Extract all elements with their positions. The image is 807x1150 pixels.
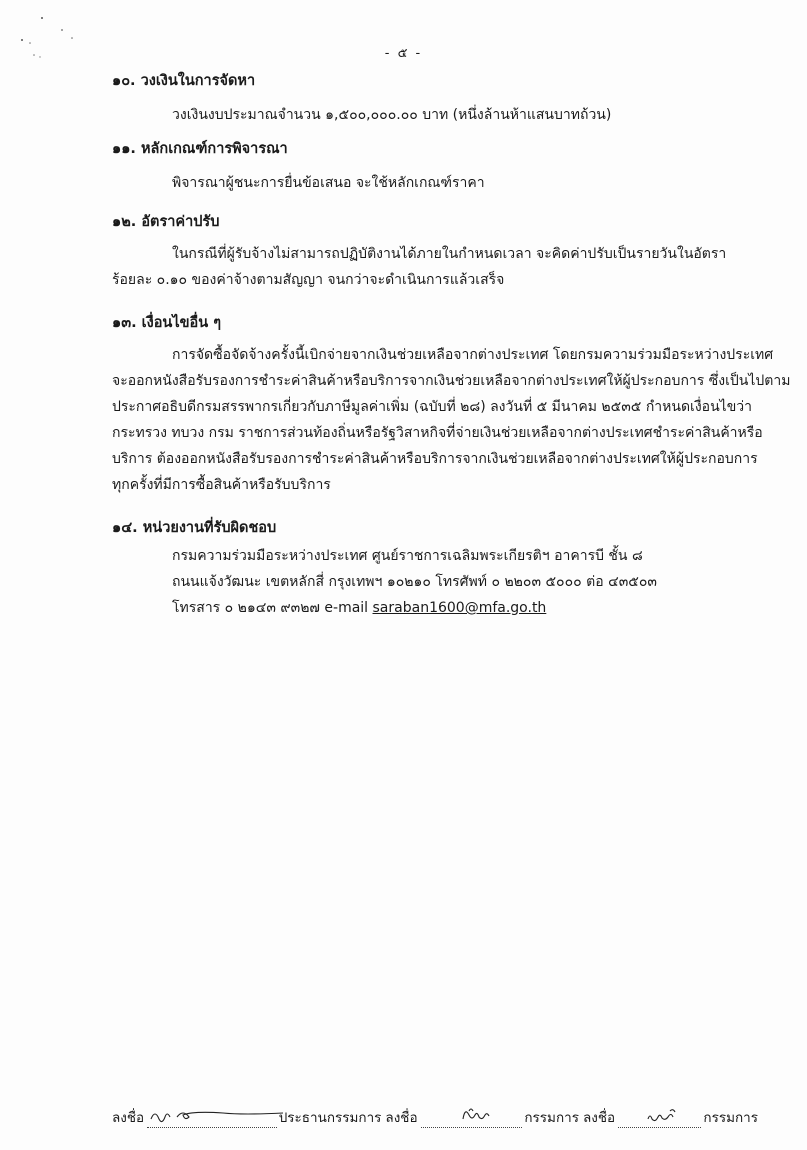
section-penalty [112, 211, 762, 293]
section-text: พิจารณาผู้ชนะการยื่นข้อเสนอ จะใช้หลักเกณฑ์ราคา [172, 175, 485, 191]
section-responsible-unit [112, 517, 762, 621]
section-text-line: บริการ ต้องออกหนังสือรับรองการชำระค่าสินค้าหรือบริการจากเงินช่วยเหลือจากต่างประเทศให้ผู้ประกอบการ [112, 451, 758, 467]
address-line: ถนนแจ้งวัฒนะ เขตหลักสี่ กรุงเทพฯ ๑๐๒๑๐ โทรศัพท์ ๐ ๒๒๐๓ ๕๐๐๐ ต่อ ๔๓๕๐๓ [172, 574, 657, 590]
page-number: - ๕ - [384, 46, 423, 61]
section-text-line: ประกาศอธิบดีกรมสรรพากรเกี่ยวกับภาษีมูลค่าเพิ่ม (ฉบับที่ ๒๘) ลงวันที่ ๕ มีนาคม ๒๕๓๕ กำหนดเงื่อนไขว่า [112, 399, 752, 415]
chair-role: ประธานกรรมการ [278, 1110, 382, 1126]
section-text: วงเงินงบประมาณจำนวน ๑,๕๐๐,๐๐๐.๐๐ บาท (หนึ่งล้านห้าแสนบาทถ้วน) [172, 107, 612, 123]
section-text-line: การจัดซื้อจัดจ้างครั้งนี้เบิกจ่ายจากเงินช่วยเหลือจากต่างประเทศ โดยกรมความร่วมมือระหว่างประเทศ [172, 347, 774, 363]
section-text-line: กระทรวง ทบวง กรม ราชการส่วนท้องถิ่นหรือรัฐวิสาหกิจที่จ่ายเงินช่วยเหลือจากต่างประเทศชำระค่าสินค้าหรือ [112, 425, 763, 441]
fax-text: โทรสาร ๐ ๒๑๔๓ ๙๓๒๗ e-mail [172, 600, 373, 616]
handwritten-signature-icon [147, 1105, 287, 1127]
section-heading: ๑๓. เงื่อนไขอื่น ๆ [112, 315, 221, 331]
section-text-line: จะออกหนังสือรับรองการชำระค่าสินค้าหรือบริการจากเงินช่วยเหลือจากต่างประเทศให้ผู้ประกอบการ ซึ่งเป็นไปตาม [112, 373, 791, 389]
contact-line [112, 595, 762, 621]
member-signature-2 [618, 1113, 701, 1128]
handwritten-signature-icon [421, 1105, 531, 1127]
section-heading: ๑๐. วงเงินในการจัดหา [112, 73, 256, 89]
section-heading: ๑๒. อัตราค่าปรับ [112, 214, 220, 230]
section-budget [112, 70, 762, 128]
email-link[interactable]: saraban1600@mfa.go.th [372, 600, 547, 616]
sign-label: ลงชื่อ [385, 1110, 418, 1126]
section-text-line: ทุกครั้งที่มีการซื้อสินค้าหรือรับบริการ [112, 477, 331, 493]
signature-row [112, 1106, 762, 1128]
member-role: กรรมการ [703, 1110, 758, 1126]
chair-signature [147, 1113, 277, 1128]
section-text-line: ในกรณีที่ผู้รับจ้างไม่สามารถปฏิบัติงานได้ภายในกำหนดเวลา จะคิดค่าปรับเป็นรายวันในอัตรา [172, 246, 727, 262]
member-role: กรรมการ [524, 1110, 579, 1126]
section-heading: ๑๑. หลักเกณฑ์การพิจารณา [112, 141, 288, 157]
address-line: กรมความร่วมมือระหว่างประเทศ ศูนย์ราชการเฉลิมพระเกียรติฯ อาคารบี ชั้น ๘ [172, 548, 643, 564]
handwritten-signature-icon [618, 1105, 708, 1127]
section-text-line: ร้อยละ ๐.๑๐ ของค่าจ้างตามสัญญา จนกว่าจะดำเนินการแล้วเสร็จ [112, 272, 505, 288]
section-criteria [112, 138, 762, 196]
section-heading: ๑๔. หน่วยงานที่รับผิดชอบ [112, 520, 277, 536]
sign-label: ลงชื่อ [112, 1110, 145, 1126]
member-signature-1 [421, 1113, 523, 1128]
section-other-conditions [112, 312, 791, 498]
sign-label: ลงชื่อ [582, 1110, 616, 1126]
